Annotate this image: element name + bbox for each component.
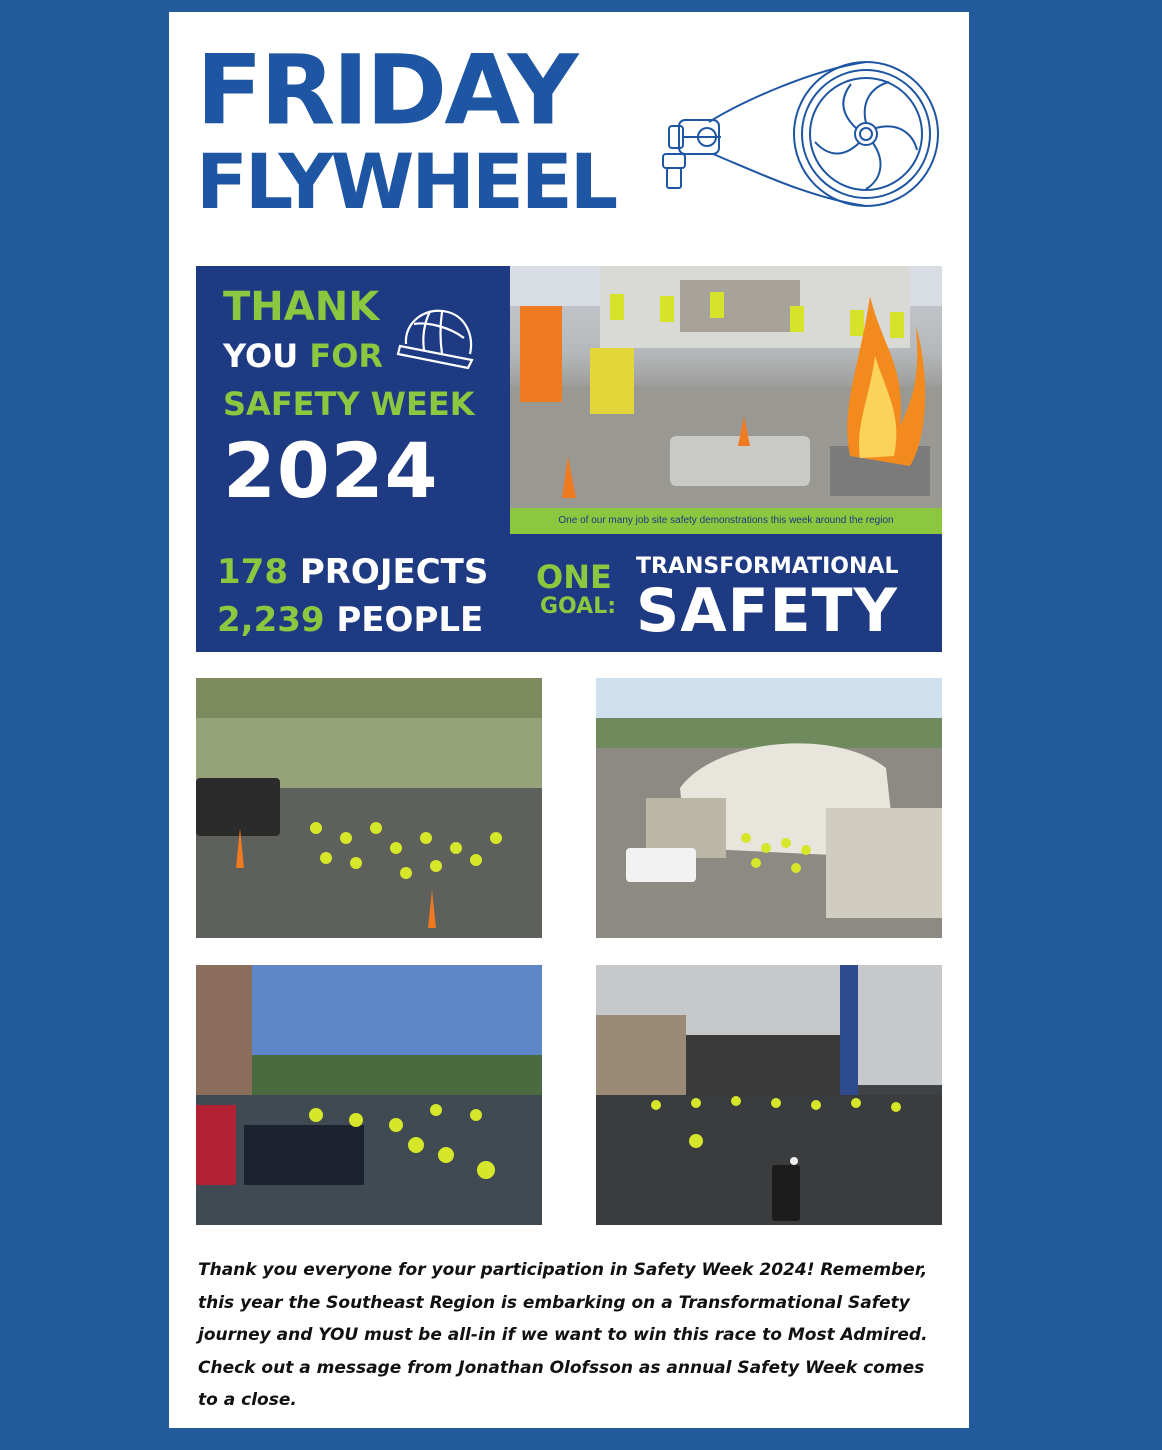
photo-crane-site bbox=[596, 965, 942, 1225]
photo-flag-crowd bbox=[196, 965, 542, 1225]
stat-projects bbox=[217, 548, 488, 596]
newsletter-card bbox=[169, 12, 969, 1428]
year-text: 2024 bbox=[223, 426, 439, 515]
safety-week-banner bbox=[196, 266, 942, 652]
body-paragraph: Thank you everyone for your participation in Safety Week 2024! Remember, this year the Southeast Region is embarking on a Transformational Safety journey and YOU must be all-in if we want to win this race to Most Admired. Check out a message from Jonathan Olofsson as annual Safety Week comes to a close. bbox=[198, 1260, 928, 1410]
goal-text: GOAL: bbox=[540, 594, 617, 619]
masthead-title-line2: FLYWHEEL bbox=[196, 137, 616, 226]
thank-text: THANK bbox=[223, 284, 380, 330]
photo-group-outdoor bbox=[196, 678, 542, 938]
photo-tent-gathering bbox=[596, 678, 942, 938]
hero-photo-caption: One of our many job site safety demonstrations this week around the region bbox=[510, 508, 942, 534]
stat-label: PEOPLE bbox=[336, 600, 484, 640]
one-goal-block bbox=[536, 550, 936, 646]
stat-people bbox=[217, 596, 488, 644]
safety-text: SAFETY bbox=[636, 576, 898, 646]
stats-block bbox=[217, 548, 488, 644]
masthead bbox=[196, 35, 946, 242]
transformational-text: TRANSFORMATIONAL bbox=[636, 554, 899, 579]
flywheel-icon bbox=[661, 42, 951, 232]
stat-label: PROJECTS bbox=[299, 552, 489, 592]
one-text: ONE bbox=[536, 558, 612, 596]
masthead-title-line1: FRIDAY bbox=[196, 35, 576, 147]
for-text: FOR bbox=[309, 337, 384, 375]
you-text: YOU bbox=[223, 337, 299, 375]
stat-number: 178 bbox=[217, 552, 288, 592]
stat-number: 2,239 bbox=[217, 600, 325, 640]
hard-hat-icon bbox=[396, 300, 480, 380]
demonstration-photo-illustration bbox=[510, 266, 942, 508]
masthead-title bbox=[196, 35, 616, 226]
safety-week-text: SAFETY WEEK bbox=[223, 385, 475, 423]
hero-photo bbox=[510, 266, 942, 508]
